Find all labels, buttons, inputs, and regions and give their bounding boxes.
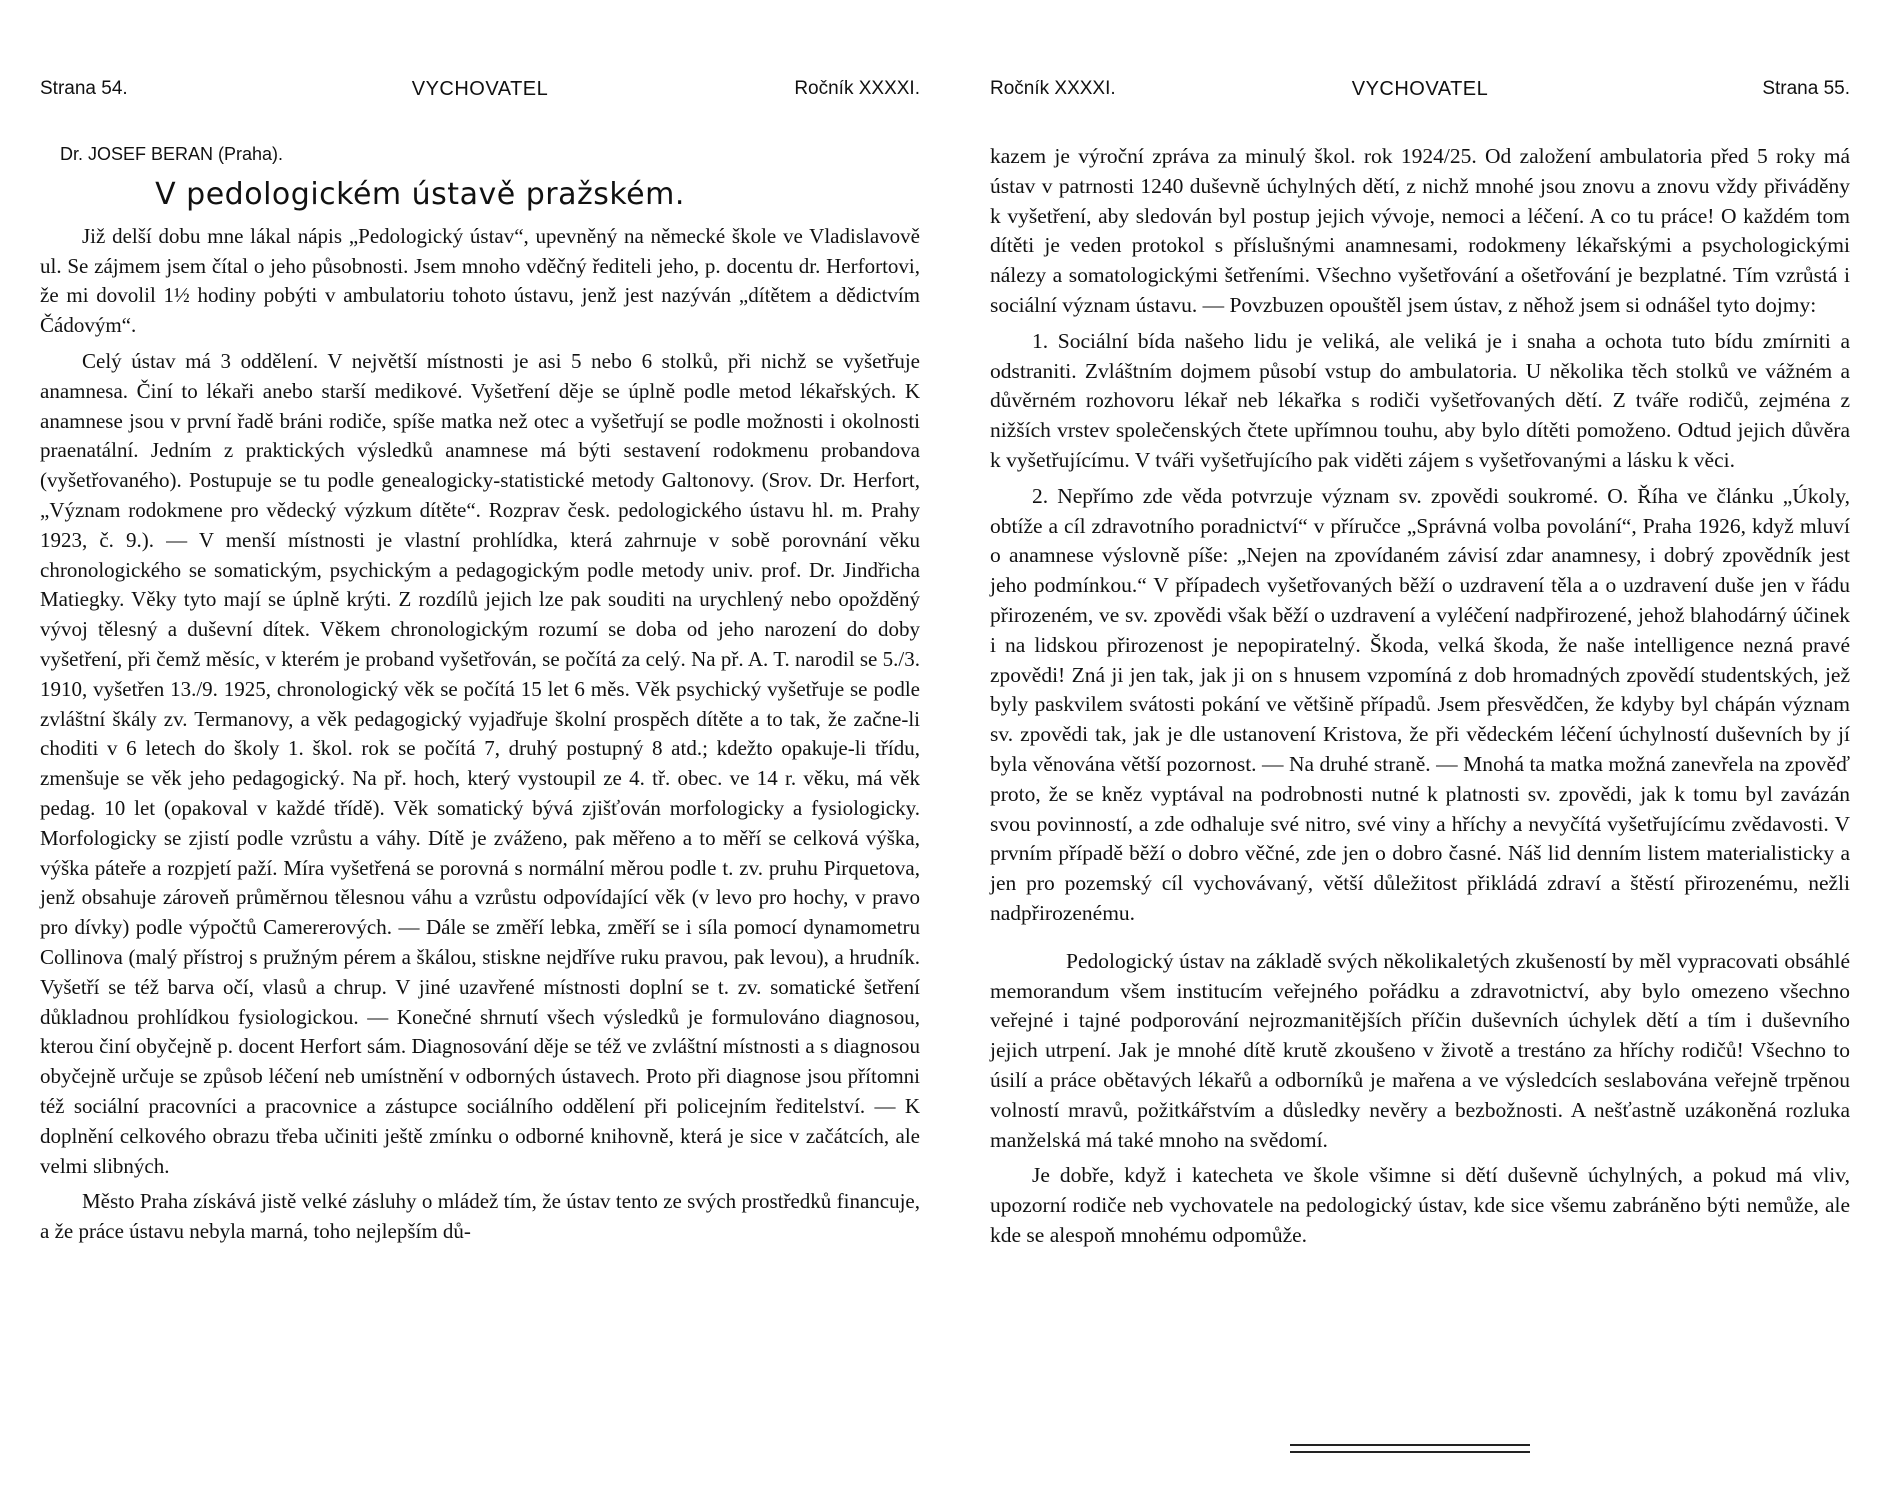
journal-title: VYCHOVATEL (411, 78, 549, 100)
left-page (40, 0, 920, 1500)
paragraph: 1. Sociální bída našeho lidu je veliká, ale veliká je i snaha a ochota tuto bídu zmírniti a odstraniti. Zvláštním dojmem působí vstup do ambulatoria. U několika těch stolků ve vážném a důvěrném rozhovoru lékař neb lékařka s rodiči vyšetřovaných dětí. Z tváře rodičů, zejména z nižších vrstev společenských čtete upřímnou touhu, aby bylo dítěti pomoženo. Odtud jejich důvěra k vyšetřujícímu. V tváři vyšetřujícího pak viděti zájem s vyšetřovanými a lásku k věci. (990, 328, 1850, 472)
paragraph: kazem je výroční zpráva za minulý škol. rok 1924/25. Od založení ambulatoria před 5 roky má ústav v patrnosti 1240 duševně úchylných dětí, z nichž mnohé jsou znovu a znovu vždy přiváděny k vyšetření, aby sledován byl postup jejich vývoje, nemoci a léčení. A co tu práce! O každém tom dítěti je veden protokol s příslušnými anamnesami, rodokmeny lékařskými a psychologickými nálezy a somatologickými šetřeními. Všechno vyšetřování a ošetřování je bezplatné. Tím vzrůstá i sociální význam ústavu. — Povzbuzen opouštěl jsem ústav, z něhož jsem si odnášel tyto dojmy: (990, 144, 1850, 317)
paragraph: Je dobře, když i katecheta ve škole všimne si dětí duševně úchylných, a pokud má vliv, upozorní rodiče neb vychovatele na pedologický ústav, kde sice všemu zabráněno býti nemůže, ale kde se alespoň mnohému odpomůže. (990, 1163, 1850, 1247)
volume-label: Ročník XXXXI. (794, 78, 920, 99)
volume-label: Ročník XXXXI. (990, 78, 1116, 99)
right-page-header (990, 78, 1850, 108)
paragraph: Pedologický ústav na základě svých několikaletých zkušeností by měl vypracovati obsáhlé memorandum všem institucím veřejného pořádku a zdravotnictví, aby bylo omezeno všechno veřejné i tajné podporování nejrozmanitějších příčin duševních úchylek dětí a tím i duševního jejich utrpení. Jak je mnohé dítě krutě zkoušeno v životě a trestáno za hříchy rodičů! Všechno to úsilí a práce obětavých lékařů a odborníků je mařena a ve výsledcích seslabována veřejně trpěnou volností mravů, požitkářstvím a důsledky nevěry a bezbožnosti. A nešťastně uzákoněná rozluka manželská má také mnoho na svědomí. (990, 948, 1850, 1152)
left-page-header (40, 78, 920, 108)
end-rule (1290, 1444, 1530, 1446)
paragraph: 2. Nepřímo zde věda potvrzuje význam sv. zpovědi soukromé. O. Říha ve článku „Úkoly, obtíže a cíl zdravotního poradnictví“ v příručce „Správná volba povolání“, Praha 1926, když mluví o anamnese výslovně píše: „Nejen na zpovídaném závisí zdar anamnesy, i dobrý zpovědník jest jeho podmínkou.“ V případech vyšetřovaných běží o uzdravení těla a o uzdravení duše jen v řádu přirozeném, ve sv. zpovědi však běží o uzdravení a vyléčení nadpřirozené, jehož blahodárný účinek i na lidskou přirozenost je nepopiratelný. Škoda, velká škoda, že naše intelligence nezná pravé zpovědi! Zná ji jen tak, jak ji on s hnusem vzpomíná z dob hromadných zpovědí studentských, jež byly paskvilem svátosti pokání ve většině případů. Jsem přesvědčen, že kdyby byl chápán význam sv. zpovědi tak, jak je dle ustanovení Kristova, že při vědeckém léčení úchylností duševních by jí byla věnována větší pozornost. — Na druhé straně. — Mnohá ta matka možná zanevřela na zpověď proto, že se kněz vyptával na podrobnosti nutné k platnosti sv. zpovědi, jak k tomu byl zavázán svou povinností, a zde odhaluje své nitro, své viny a hříchy a nevyčítá vyšetřujícímu zvědavosti. V prvním případě běží o dobro věčné, zde jen o dobro časné. Náš lid denním listem materialisticky a jen pro pozemský cíl vychovávaný, větší důležitost přikládá zdraví a štěstí přirozenému, nežli nadpřirozenému. (990, 483, 1850, 925)
journal-title: VYCHOVATEL (1351, 78, 1489, 100)
left-page-body (40, 140, 920, 1247)
right-page-body (990, 142, 1850, 1251)
right-page (990, 0, 1850, 1500)
article-title: V pedologickém ústavě pražském. (155, 176, 685, 212)
page-number: Strana 54. (40, 78, 128, 99)
paragraph: Město Praha získává jistě velké zásluhy o mládež tím, že ústav tento ze svých prostředků financuje, a že práce ústavu nebyla marná, toho nejlepším dů- (40, 1189, 920, 1244)
paragraph: Již delší dobu mne lákal nápis „Pedologický ústav“, upevněný na německé škole ve Vladislavově ul. Se zájmem jsem čítal o jeho působnosti. Jsem mnoho vděčný řediteli jeho, p. docentu dr. Herfortovi, že mi dovolil 1½ hodiny pobýti v ambulatoriu tohoto ústavu, jenž jest nazýván „dítětem a dědictvím Čádovým“. (40, 223, 920, 338)
end-rule (1290, 1451, 1530, 1453)
paragraph: Celý ústav má 3 oddělení. V největší místnosti je asi 5 nebo 6 stolků, při nichž se vyšetřuje anamnesa. Činí to lékaři anebo starší medikové. Vyšetření děje se úplně podle metod lékařských. K anamnese jsou v první řadě bráni rodiče, spíše matka než otec a vyšetřují se podle možnosti i okolnosti praenatální. Jedním z praktických výsledků anamnese má býti sestavení rodokmenu probandova (vyšetřovaného). Postupuje se tu podle genealogicky-statistické metody Galtonovy. (Srov. Dr. Herfort, „Význam rodokmene pro vědecký výzkum dítěte“. Rozprav česk. pedologického ústavu hl. m. Prahy 1923, č. 9.). — V menší místnosti je vlastní prohlídka, která zahrnuje v sobě porovnání věku chronologického se somatickým, psychickým a pedagogickým podle metody univ. prof. Dr. Jindřicha Matiegky. Věky tyto mají se úplně krýti. Z rozdílů jejich lze pak souditi na urychlený nebo opožděný vývoj tělesný a duševní dítek. Věkem chronologickým rozumí se doba od jeho narození do doby vyšetření, při čemž měsíc, v kterém je proband vyšetřován, se počítá za celý. Na př. A. T. narodil se 5./3. 1910, vyšetřen 13./9. 1925, chronologický věk se počítá 15 let 6 měs. Věk psychický vyšetřuje se podle zvláštní škály zv. Termanovy, a věk pedagogický vyjadřuje školní prospěch dítěte a to tak, že začne-li choditi v 6 letech do školy 1. škol. rok se počítá 7, druhý postupný 8 atd.; kdežto opakuje-li třídu, zmenšuje se věk jeho pedagogický. Na př. hoch, který vystoupil ze 4. tř. obec. ve 14 r. věku, má věk pedag. 10 let (opakoval v každé třídě). Věk somatický bývá zjišťován morfologicky a fysiologicky. Morfologicky se zjistí podle vzrůstu a váhy. Dítě je zváženo, pak měřeno a to měří se celková výška, výška páteře a rozpjetí paží. Míra vyšetřená se porovná s normální měrou podle t. zv. pruhu Pirquetova, jenž obsahuje zároveň průměrnou tělesnou váhu a vzrůstu odpovídající věk (v levo pro hochy, v pravo pro dívky) podle výpočtů Camererových. — Dále se změří lebka, změří se i síla pomocí dynamometru Collinova (malý přístroj s pružným pérem a škálou, stiskne nejdříve ruku pravou, pak levou), a hrudník. Vyšetří se též barva očí, vlasů a chrup. V jiné uzavřené místnosti doplní se t. zv. somatické šetření důkladnou prohlídkou fysiologickou. — Konečné shrnutí všech výsledků je formulováno diagnosou, kterou činí obyčejně p. docent Herfort sám. Diagnosování děje se též ve zvláštní místnosti a s diagnosou obyčejně určuje se způsob léčení neb umístnění v odborných ústavech. Proto při diagnose jsou přítomni též sociální pracovníci a pracovnice a zástupce sociálního oddělení při policejním ředitelství. — K doplnění celkového obrazu třeba učiniti ještě zmínku o odborné knihovně, která je sice v začátcích, ale velmi slibných. (40, 348, 920, 1178)
article-author: Dr. JOSEF BERAN (Praha). (60, 144, 284, 164)
page-number: Strana 55. (1762, 78, 1850, 99)
